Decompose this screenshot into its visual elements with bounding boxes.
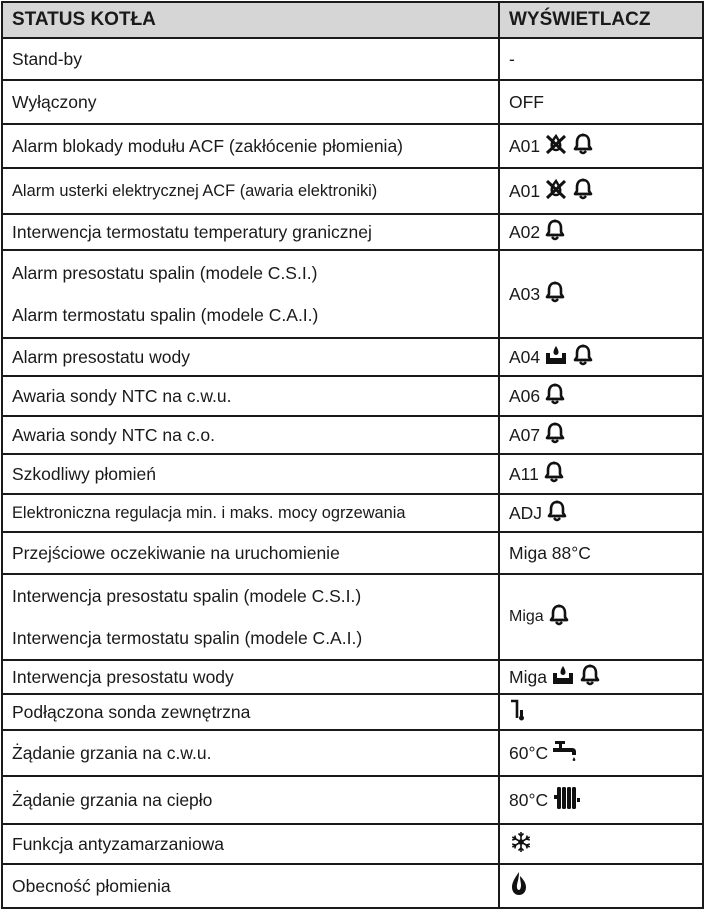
display-cell [499, 532, 703, 574]
bell-icon [572, 344, 594, 371]
display-code: 60°C [509, 742, 549, 763]
table-row [2, 214, 703, 250]
display-cell [499, 824, 703, 864]
display-code: A06 [509, 385, 541, 406]
status-text: Elektroniczna regulacja min. i maks. mocy ogrzewania [12, 503, 406, 522]
status-cell [2, 338, 499, 376]
bell-icon [544, 219, 566, 246]
display-code: - [509, 48, 515, 69]
status-text: Wyłączony [12, 91, 97, 112]
status-text: Awaria sondy NTC na c.w.u. [12, 385, 232, 406]
status-cell [2, 250, 499, 338]
status-text: Alarm blokady modułu ACF (zakłócenie płomienia) [12, 135, 404, 156]
header-display: WYŚWIETLACZ [499, 2, 703, 38]
table-row [2, 776, 703, 824]
status-cell [2, 376, 499, 416]
table-row [2, 730, 703, 776]
display-code: Miga 88°C [509, 542, 591, 563]
header-status: STATUS KOTŁA [2, 2, 499, 38]
display-cell [499, 694, 703, 730]
table-row [2, 532, 703, 574]
status-text: Alarm termostatu spalin (modele C.A.I.) [12, 305, 319, 325]
status-text: Interwencja presostatu wody [12, 666, 234, 687]
status-cell [2, 38, 499, 80]
display-cell [499, 574, 703, 660]
display-code: A03 [509, 283, 541, 304]
bell-icon [546, 500, 568, 527]
status-text: Funkcja antyzamarzaniowa [12, 833, 225, 854]
display-code: A04 [509, 346, 541, 367]
crossed-flame-icon [544, 178, 568, 205]
status-text: Alarm usterki elektrycznej ACF (awaria elektroniki) [12, 181, 378, 200]
table-row [2, 250, 703, 338]
water-pressure-icon [544, 344, 568, 371]
display-code: Miga [509, 608, 544, 625]
status-text: Interwencja presostatu spalin (modele C.S.I.) [12, 586, 362, 606]
boiler-status-table [1, 1, 704, 909]
display-cell [499, 168, 703, 214]
status-cell [2, 574, 499, 660]
crossed-flame-icon [544, 133, 568, 160]
tap-icon [552, 738, 578, 769]
bell-icon [579, 664, 601, 691]
table-row [2, 864, 703, 908]
status-text: Alarm presostatu spalin (modele C.S.I.) [12, 263, 318, 283]
status-cell [2, 168, 499, 214]
bell-icon [548, 604, 570, 631]
table-row [2, 338, 703, 376]
external-probe-icon [509, 698, 527, 727]
table-row [2, 660, 703, 694]
status-text: Interwencja termostatu spalin (modele C.A.I.) [12, 628, 363, 648]
table-row [2, 38, 703, 80]
status-text: Szkodliwy płomień [12, 463, 156, 484]
status-cell [2, 824, 499, 864]
status-cell [2, 776, 499, 824]
display-code: Miga [509, 666, 547, 687]
status-cell [2, 454, 499, 494]
status-cell [2, 864, 499, 908]
table-row [2, 494, 703, 532]
bell-icon [572, 178, 594, 205]
table-row [2, 80, 703, 124]
status-cell [2, 694, 499, 730]
status-text: Podłączona sonda zewnętrzna [12, 701, 251, 722]
display-code: OFF [509, 91, 544, 112]
status-cell [2, 494, 499, 532]
bell-icon [572, 133, 594, 160]
bell-icon [543, 461, 565, 488]
status-cell [2, 124, 499, 168]
display-cell [499, 416, 703, 454]
display-code: A01 [509, 135, 541, 156]
display-cell [499, 80, 703, 124]
bell-icon [544, 383, 566, 410]
display-code: A07 [509, 424, 541, 445]
display-cell [499, 376, 703, 416]
status-cell [2, 416, 499, 454]
display-code: A02 [509, 221, 541, 242]
display-cell [499, 730, 703, 776]
bell-icon [544, 422, 566, 449]
display-code: 80°C [509, 789, 549, 810]
table-row [2, 376, 703, 416]
display-cell [499, 250, 703, 338]
radiator-icon [552, 784, 582, 817]
table-row [2, 416, 703, 454]
status-text: Obecność płomienia [12, 875, 171, 896]
display-cell [499, 338, 703, 376]
status-text: Przejściowe oczekiwanie na uruchomienie [12, 542, 340, 563]
status-text: Żądanie grzania na c.w.u. [12, 742, 212, 763]
snowflake-icon [509, 830, 533, 859]
table-row [2, 168, 703, 214]
status-cell [2, 214, 499, 250]
table-row [2, 124, 703, 168]
status-text: Alarm presostatu wody [12, 346, 190, 367]
table-row [2, 454, 703, 494]
water-pressure-icon [551, 664, 575, 691]
display-cell [499, 454, 703, 494]
flame-icon [509, 871, 529, 902]
table-row [2, 574, 703, 660]
display-code: A11 [509, 463, 539, 484]
status-cell [2, 660, 499, 694]
display-code: A01 [509, 180, 541, 201]
table-row [2, 824, 703, 864]
status-cell [2, 80, 499, 124]
display-cell [499, 864, 703, 908]
table-header-row [2, 2, 703, 38]
status-text: Interwencja termostatu temperatury granicznej [12, 221, 372, 242]
display-cell [499, 660, 703, 694]
status-cell [2, 532, 499, 574]
display-cell [499, 38, 703, 80]
display-code: ADJ [509, 502, 543, 523]
display-cell [499, 124, 703, 168]
display-cell [499, 494, 703, 532]
display-cell [499, 776, 703, 824]
status-text: Awaria sondy NTC na c.o. [12, 424, 215, 445]
bell-icon [544, 281, 566, 308]
display-cell [499, 214, 703, 250]
table-row [2, 694, 703, 730]
status-text: Żądanie grzania na ciepło [12, 789, 213, 810]
status-cell [2, 730, 499, 776]
status-text: Stand-by [12, 48, 83, 69]
